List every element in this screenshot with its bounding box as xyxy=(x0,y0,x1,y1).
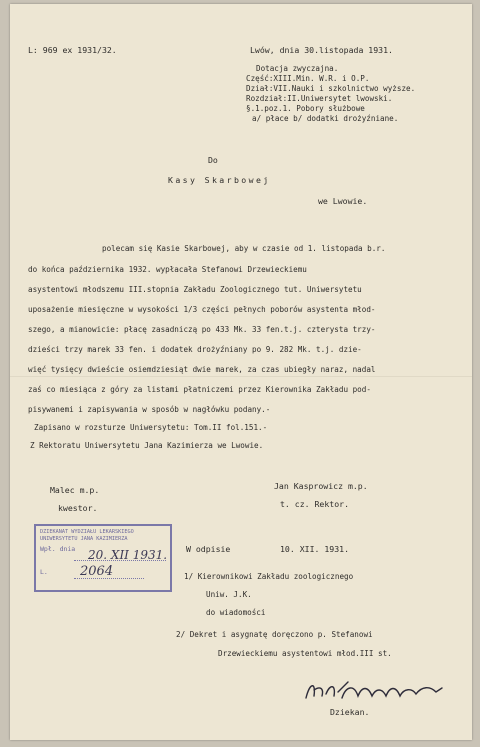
quaestor-name: Malec m.p. xyxy=(50,485,100,495)
rector-name: Jan Kasprowicz m.p. xyxy=(274,481,368,491)
rectorate-line: Z Rektoratu Uniwersytetu Jana Kazimierza we Lwowie. xyxy=(30,441,264,450)
reference-number: L: 969 ex 1931/32. xyxy=(28,45,117,55)
rector-title: t. cz. Rektor. xyxy=(280,499,350,509)
classification-line: Rozdział:II.Uniwersytet lwowski. xyxy=(246,94,393,103)
classification-line: §.1.poz.1. Pobory służbowe xyxy=(246,104,365,113)
copy-label: W odpisie xyxy=(186,544,231,554)
copy-item: 1/ Kierownikowi Zakładu zoologicznego xyxy=(184,572,354,581)
copy-item: Drzewieckiemu asystentowi młod.III st. xyxy=(218,649,392,658)
address-kasa: Kasy Skarbowej xyxy=(168,175,271,185)
document-page xyxy=(10,4,472,740)
classification-line: a/ płace b/ dodatki drożyźniane. xyxy=(252,114,399,123)
stamp-wpl-label: Wpł. dnia xyxy=(40,545,76,553)
dean-title: Dziekan. xyxy=(330,707,370,717)
address-city: we Lwowie. xyxy=(318,196,368,206)
stamp-wpl-value: 20. XII 1931. xyxy=(88,548,168,562)
stamp-line1: DZIEKANAT WYDZIAŁU LEKARSKIEGO xyxy=(40,529,134,535)
body-line: szego, a mianowicie: płacę zasadniczą po 433 Mk. 33 fen.t.j. czterysta trzy- xyxy=(28,325,376,334)
stamp-nr-label: L. xyxy=(40,568,48,576)
registration-stamp xyxy=(34,524,172,592)
classification-line: Część:XIII.Min. W.R. i O.P. xyxy=(246,74,370,83)
body-line: więć tysięcy dwieście osiemdziesiąt dwie marek, za czas ubiegły naraz, nadal xyxy=(28,365,376,374)
copy-item: do wiadomości xyxy=(206,608,266,617)
copy-date: 10. XII. 1931. xyxy=(280,544,350,554)
address-do: Do xyxy=(208,155,218,165)
stamp-nr-value: 2064 xyxy=(80,564,114,579)
quaestor-title: kwestor. xyxy=(58,503,98,513)
classification-line: Dział:VII.Nauki i szkolnictwo wyższe. xyxy=(246,84,416,93)
body-line: zaś co miesiąca z góry za listami płatniczemi przez Kierownika Zakładu pod- xyxy=(28,385,371,394)
body-line: uposażenie miesięczne w wysokości 1/3 części pełnych poborów asystenta młod- xyxy=(28,305,376,314)
dean-signature xyxy=(302,676,452,706)
body-line: polecam się Kasie Skarbowej, aby w czasie od 1. listopada b.r. xyxy=(102,244,386,253)
stamp-line2: UNIWERSYTETU JANA KAZIMIERZA xyxy=(40,536,128,542)
register-line: Zapisano w rozsturze Uniwersytetu: Tom.II fol.151.- xyxy=(34,423,268,432)
body-line: dzieści trzy marek 33 fen. i dodatek drożyźniany po 9. 282 Mk. t.j. dzie- xyxy=(28,345,362,354)
fold-line xyxy=(10,376,472,377)
place-date: Lwów, dnia 30.listopada 1931. xyxy=(250,45,393,55)
body-line: do końca października 1932. wypłacała Stefanowi Drzewieckiemu xyxy=(28,265,307,274)
body-line: asystentowi młodszemu III.stopnia Zakładu Zoologicznego tut. Uniwersytetu xyxy=(28,285,362,294)
copy-item: Uniw. J.K. xyxy=(206,590,252,599)
classification-line: Dotacja zwyczajna. xyxy=(256,64,339,73)
copy-item: 2/ Dekret i asygnatę doręczono p. Stefanowi xyxy=(176,630,373,639)
body-line: pisywanemi i zapisywania w sposób w nagłówku podany.- xyxy=(28,405,271,414)
